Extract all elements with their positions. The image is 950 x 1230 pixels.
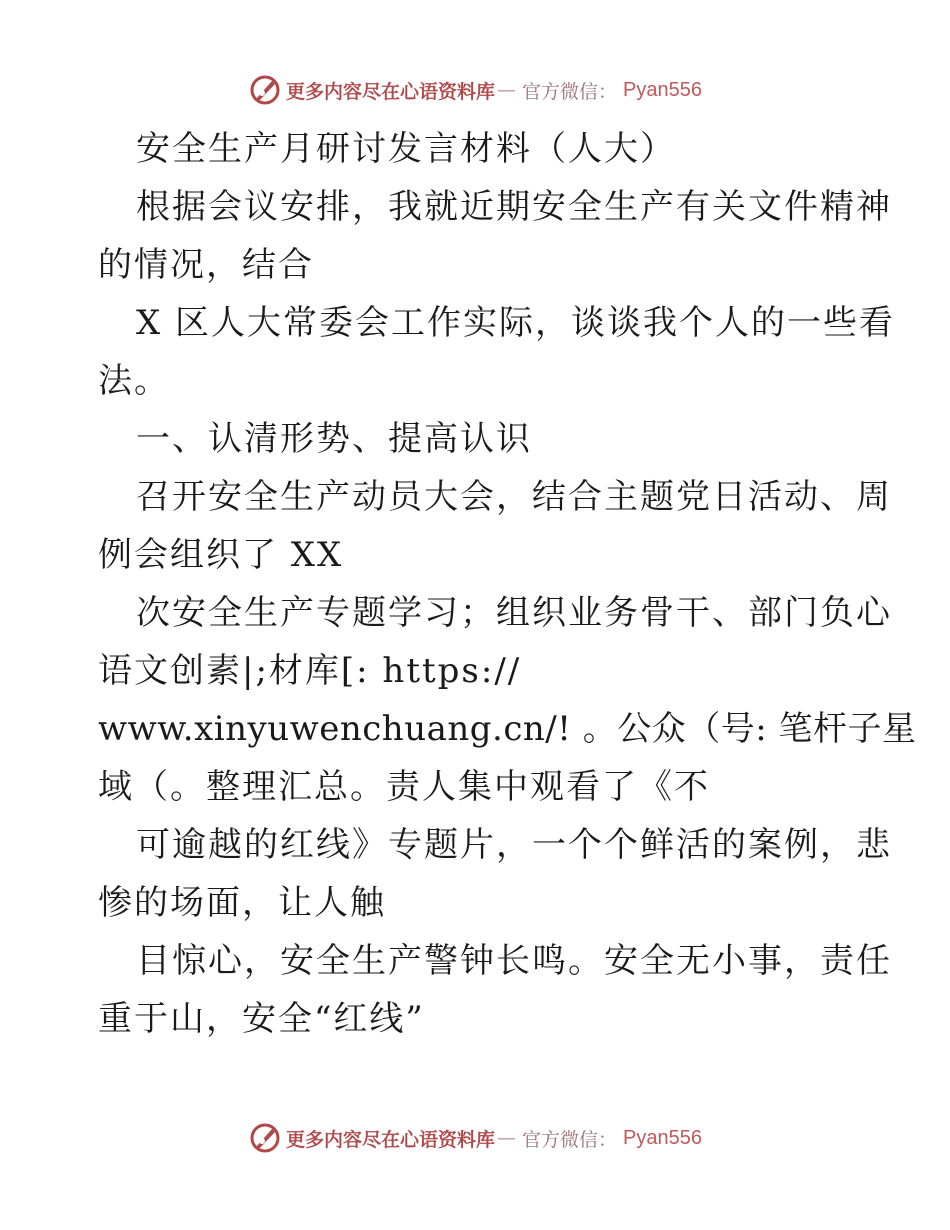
quill-pen-logo-icon xyxy=(248,73,282,107)
paragraph-line: 重于山，安全“红线” xyxy=(98,999,425,1039)
paragraph-line: 的情况，结合 xyxy=(98,245,314,285)
paragraph-line: 根据会议安排，我就近期安全生产有关文件精神 xyxy=(136,187,892,227)
watermark-brand: 更多内容尽在心语资料库 xyxy=(286,80,496,103)
watermark-wechat-id: Pyan556 xyxy=(623,78,702,101)
paragraph-line: 可逾越的红线》专题片，一个个鲜活的案例，悲 xyxy=(136,825,892,865)
watermark-wechat-id: Pyan556 xyxy=(623,1126,702,1149)
watermark-dash: — xyxy=(497,79,517,101)
paragraph-line: 域（。整理汇总。责人集中观看了《不 xyxy=(98,767,710,807)
paragraph-line: 惨的场面，让人触 xyxy=(98,883,386,923)
section-heading: 一、认清形势、提高认识 xyxy=(136,419,532,459)
paragraph-line: 目惊心，安全生产警钟长鸣。安全无小事，责任 xyxy=(136,941,892,981)
watermark-dash: — xyxy=(497,1127,517,1149)
watermark-header xyxy=(0,70,950,110)
paragraph-line: 法。 xyxy=(98,361,170,401)
document-title: 安全生产月研讨发言材料（人大） xyxy=(136,129,676,169)
paragraph-line: 召开安全生产动员大会，结合主题党日活动、周 xyxy=(136,477,892,517)
document-body xyxy=(98,120,917,1048)
paragraph-line: www.xinyuwenchuang.cn/! 。公众（号: 笔杆子星 xyxy=(98,709,917,749)
watermark-wechat-label: 官方微信： xyxy=(522,1128,618,1151)
watermark-brand: 更多内容尽在心语资料库 xyxy=(286,1128,496,1151)
watermark-footer xyxy=(0,1118,950,1158)
paragraph-line: 次安全生产专题学习；组织业务骨干、部门负心 xyxy=(136,593,892,633)
paragraph-line: X 区人大常委会工作实际，谈谈我个人的一些看 xyxy=(136,303,896,343)
paragraph-line: 例会组织了 XX xyxy=(98,535,344,575)
quill-pen-logo-icon xyxy=(248,1121,282,1155)
watermark-wechat-label: 官方微信： xyxy=(522,80,618,103)
paragraph-line: 语文创素|;材库[: https:// xyxy=(98,651,522,691)
